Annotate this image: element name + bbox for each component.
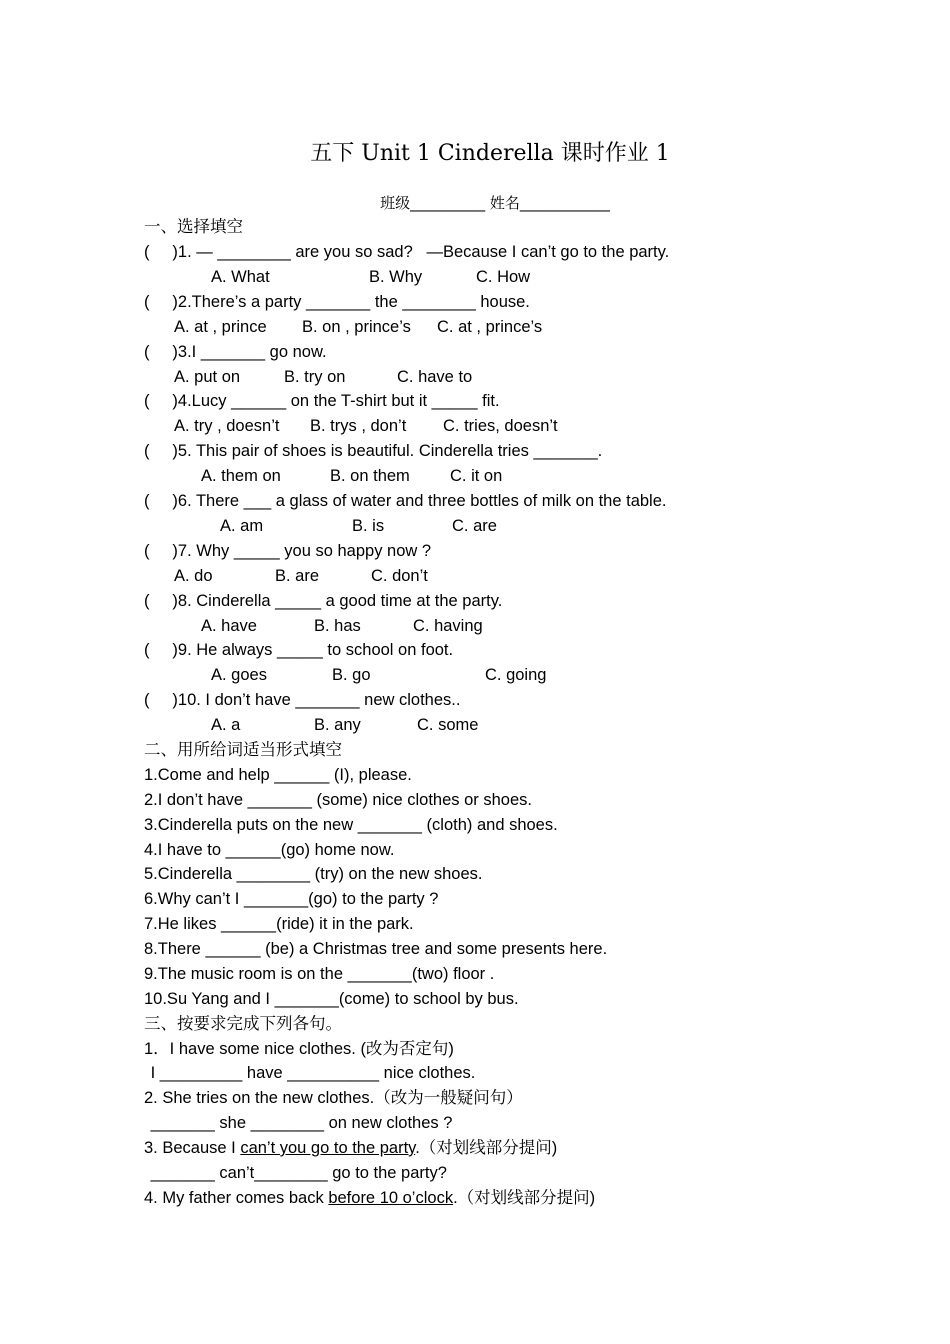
mc-option-10c: C. some bbox=[417, 716, 479, 734]
mc-option-2a: A. at , prince bbox=[174, 318, 267, 336]
transform-question-2: 2. She tries on the new clothes.（改为一般疑问句） bbox=[144, 1089, 523, 1107]
transform-q4-prefix: 4. My father comes back bbox=[144, 1189, 329, 1207]
transform-question-3 bbox=[144, 1138, 557, 1158]
transform-q3-underlined: can’t you go to the party bbox=[240, 1139, 416, 1157]
transform-answer-3: _______ can’t________ go to the party? bbox=[146, 1164, 447, 1182]
mc-option-6b: B. is bbox=[352, 517, 385, 535]
transform-q4-suffix: .（对划线部分提问) bbox=[453, 1189, 596, 1207]
mc-option-9b: B. go bbox=[332, 666, 371, 684]
mc-question-6: ( )6. There ___ a glass of water and three bottles of milk on the table. bbox=[144, 492, 667, 510]
mc-option-5a: A. them on bbox=[201, 467, 281, 485]
transform-question-4 bbox=[144, 1188, 595, 1208]
mc-option-2c: C. at , prince’s bbox=[437, 318, 543, 336]
mc-option-1b: B. Why bbox=[369, 268, 423, 286]
mc-question-3: ( )3.I _______ go now. bbox=[144, 343, 327, 361]
class-name-line: 班级__________ 姓名____________ bbox=[380, 194, 610, 212]
transform-answer-1: I _________ have __________ nice clothes. bbox=[146, 1064, 476, 1082]
mc-option-4a: A. try , doesn’t bbox=[174, 417, 280, 435]
fill-item-2: 2.I don’t have _______ (some) nice clothes or shoes. bbox=[144, 791, 532, 809]
mc-question-8: ( )8. Cinderella _____ a good time at the party. bbox=[144, 592, 503, 610]
mc-option-10a: A. a bbox=[211, 716, 241, 734]
mc-question-1: ( )1. — ________ are you so sad? —Because I can’t go to the party. bbox=[144, 243, 670, 261]
mc-question-7: ( )7. Why _____ you so happy now ? bbox=[144, 542, 432, 560]
transform-q3-suffix: .（对划线部分提问) bbox=[415, 1139, 558, 1157]
page-title: 五下 Unit 1 Cinderella 课时作业 1 bbox=[310, 141, 670, 166]
mc-option-5c: C. it on bbox=[450, 467, 503, 485]
section-heading-1: 一、选择填空 bbox=[144, 217, 243, 236]
section-heading-3: 三、按要求完成下列各句。 bbox=[144, 1014, 342, 1033]
mc-option-3b: B. try on bbox=[284, 368, 346, 386]
mc-option-8b: B. has bbox=[314, 617, 361, 635]
mc-option-1a: A. What bbox=[211, 268, 270, 286]
mc-question-4: ( )4.Lucy ______ on the T-shirt but it _____ fit. bbox=[144, 392, 500, 410]
mc-option-9c: C. going bbox=[485, 666, 547, 684]
fill-item-4: 4.I have to ______(go) home now. bbox=[144, 841, 395, 859]
transform-question-1: 1．I have some nice clothes. (改为否定句) bbox=[144, 1040, 454, 1058]
transform-answer-2: _______ she ________ on new clothes ? bbox=[146, 1114, 453, 1132]
mc-option-4c: C. tries, doesn’t bbox=[443, 417, 558, 435]
mc-option-2b: B. on , prince’s bbox=[302, 318, 411, 336]
mc-option-5b: B. on them bbox=[330, 467, 410, 485]
mc-option-9a: A. goes bbox=[211, 666, 267, 684]
mc-question-10: ( )10. I don’t have _______ new clothes.. bbox=[144, 691, 461, 709]
transform-q4-underlined: before 10 o’clock bbox=[328, 1189, 454, 1207]
mc-option-8a: A. have bbox=[201, 617, 257, 635]
fill-item-3: 3.Cinderella puts on the new _______ (cloth) and shoes. bbox=[144, 816, 558, 834]
fill-item-8: 8.There ______ (be) a Christmas tree and some presents here. bbox=[144, 940, 608, 958]
mc-option-7a: A. do bbox=[174, 567, 213, 585]
mc-question-9: ( )9. He always _____ to school on foot. bbox=[144, 641, 454, 659]
mc-option-3a: A. put on bbox=[174, 368, 241, 386]
fill-item-1: 1.Come and help ______ (I), please. bbox=[144, 766, 412, 784]
mc-option-8c: C. having bbox=[413, 617, 483, 635]
fill-item-5: 5.Cinderella ________ (try) on the new shoes. bbox=[144, 865, 483, 883]
fill-item-7: 7.He likes ______(ride) it in the park. bbox=[144, 915, 414, 933]
fill-item-6: 6.Why can’t I _______(go) to the party ? bbox=[144, 890, 439, 908]
mc-option-6a: A. am bbox=[220, 517, 264, 535]
mc-option-10b: B. any bbox=[314, 716, 361, 734]
mc-option-6c: C. are bbox=[452, 517, 497, 535]
mc-question-2: ( )2.There’s a party _______ the ________ house. bbox=[144, 293, 530, 311]
mc-option-7c: C. don’t bbox=[371, 567, 428, 585]
mc-question-5: ( )5. This pair of shoes is beautiful. Cinderella tries _______. bbox=[144, 442, 603, 460]
mc-option-4b: B. trys , don’t bbox=[310, 417, 407, 435]
mc-option-3c: C. have to bbox=[397, 368, 473, 386]
transform-q3-prefix: 3. Because I bbox=[144, 1139, 241, 1157]
mc-option-7b: B. are bbox=[275, 567, 320, 585]
section-heading-2: 二、用所给词适当形式填空 bbox=[144, 740, 342, 759]
mc-option-1c: C. How bbox=[476, 268, 531, 286]
fill-item-9: 9.The music room is on the _______(two) floor . bbox=[144, 965, 495, 983]
fill-item-10: 10.Su Yang and I _______(come) to school by bus. bbox=[144, 990, 519, 1008]
